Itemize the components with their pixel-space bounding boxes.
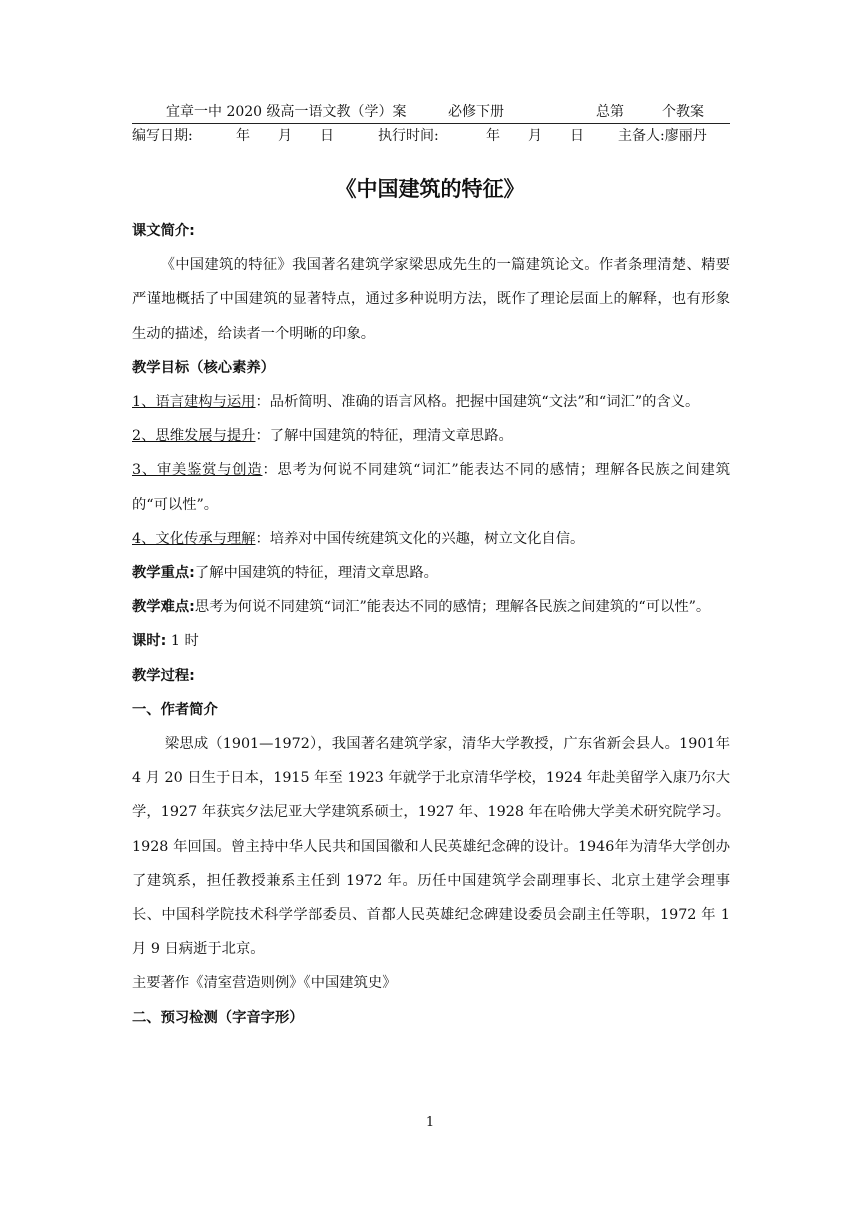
header-exec-day: 日	[570, 128, 584, 144]
difficulty	[132, 590, 730, 624]
difficulty-text: 思考为何说不同建筑“词汇”能表达不同的感情；理解各民族之间建筑的“可以性”。	[194, 599, 711, 616]
goal-text: ：思考为何说不同建筑“词汇”能表达不同的感情；理解各民族之间建筑的“可以性”。	[132, 462, 730, 513]
header-exec-month: 月	[528, 128, 542, 144]
section-1-heading: 一、作者简介	[132, 701, 218, 718]
page-number: 1	[425, 1115, 435, 1130]
key-point-label: 教学重点:	[132, 565, 195, 582]
goal-label: 1、语言建构与运用	[132, 394, 256, 411]
header-plan-label: 个教案	[662, 104, 704, 120]
header-textbook: 必修下册	[448, 104, 504, 120]
header-date-label: 编写日期:	[132, 128, 193, 144]
header-exec-year: 年	[486, 128, 500, 144]
header-school-course: 宜章一中 2020 级高一语文教（学）案	[166, 104, 407, 120]
goal-item-1	[132, 385, 730, 419]
intro-paragraph: 《中国建筑的特征》我国著名建筑学家梁思成先生的一篇建筑论文。作者条理清楚、精要严谨地概括了中国建筑的显著特点，通过多种说明方法，既作了理论层面上的解释，也有形象生动的描述，给读者一个明晰的印象。	[132, 257, 730, 342]
goal-label: 2、思维发展与提升	[132, 428, 256, 445]
header-total-label: 总第	[596, 104, 624, 120]
goal-item-3	[132, 453, 730, 521]
goal-text: ：品析简明、准确的语言风格。把握中国建筑“文法”和“词汇”的含义。	[255, 394, 700, 411]
document-body	[132, 214, 730, 1035]
key-point-text: 了解中国建筑的特征，理清文章思路。	[194, 565, 438, 582]
hours	[132, 624, 730, 658]
goal-text: ：了解中国建筑的特征，理清文章思路。	[255, 428, 513, 445]
goals-heading: 教学目标（核心素养）	[132, 359, 275, 376]
intro-heading: 课文简介:	[132, 223, 195, 239]
hours-text: 1 时	[166, 633, 199, 650]
major-works: 主要著作《清室营造则例》《中国建筑史》	[132, 975, 397, 992]
difficulty-label: 教学难点:	[132, 599, 195, 616]
author-bio: 梁思成（1901—1972），我国著名建筑学家，清华大学教授，广东省新会县人。1901年 4 月 20 日生于日本，1915 年至 1923 年就学于北京清华学校，1924 年赴美留学入康乃尔大学，1927 年获宾夕法尼亚大学建筑系硕士，1927 年、1928 年在哈佛大学美术研究院学习。1928 年回国。曾主持中华人民共和国国徽和人民英雄纪念碑的设计。1946年为清华大学创办了建筑系，担任教授兼系主任到 1972 年。历任中国建筑学会副理事长、北京土建学会理事长、中国科学院技术科学学部委员、首都人民英雄纪念碑建设委员会副主任等职，1972 年 1 月 9 日病逝于北京。	[132, 736, 730, 958]
goal-label: 3、审美鉴赏与创造	[132, 462, 263, 479]
page-title: 《中国建筑的特征》	[335, 177, 525, 201]
header-line-2	[132, 125, 730, 147]
section-2-heading: 二、预习检测（字音字形）	[132, 1009, 304, 1026]
goal-text: ：培养对中国传统建筑文化的兴趣，树立文化自信。	[255, 530, 585, 547]
key-point	[132, 556, 730, 590]
process-heading: 教学过程:	[132, 667, 195, 684]
header-line-1	[132, 102, 730, 124]
header-date-month: 月	[278, 128, 292, 144]
hours-label: 课时:	[132, 633, 167, 650]
header-exec-label: 执行时间:	[378, 128, 439, 144]
goal-item-4	[132, 522, 730, 556]
header-date-day: 日	[320, 128, 334, 144]
goal-label: 4、文化传承与理解	[132, 530, 256, 547]
header-preparer: 主备人:廖丽丹	[618, 128, 707, 144]
header-date-year: 年	[236, 128, 250, 144]
goal-item-2	[132, 419, 730, 453]
